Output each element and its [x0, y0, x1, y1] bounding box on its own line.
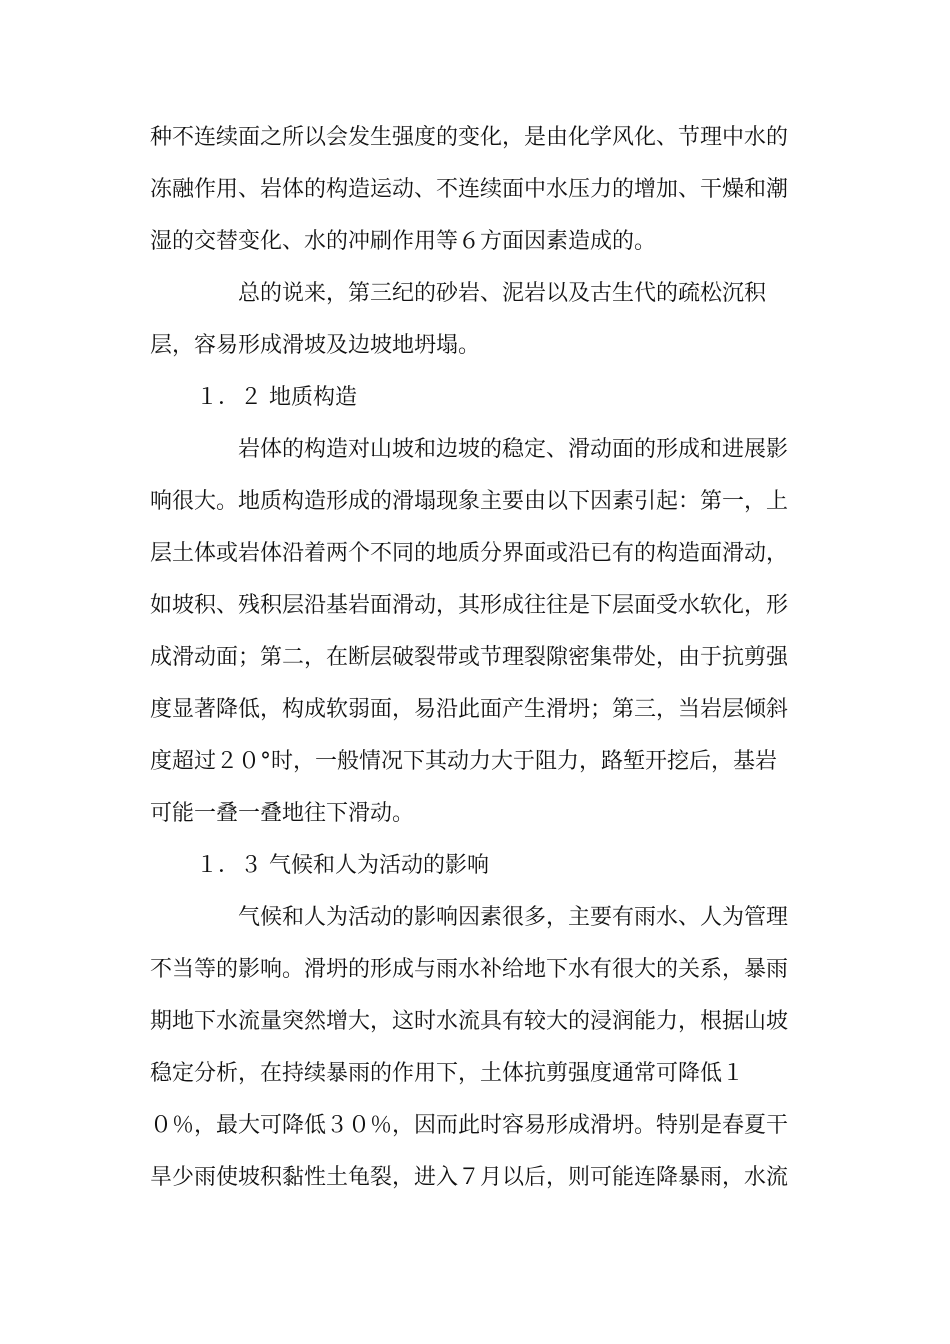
paragraph-line: 不当等的影响。滑坍的形成与雨水补给地下水有很大的关系，暴雨 [150, 957, 789, 982]
paragraph-line: ０％，最大可降低３０％，因而此时容易形成滑坍。特别是春夏干 [150, 1113, 789, 1138]
paragraph-line: 成滑动面；第二，在断层破裂带或节理裂隙密集带处，由于抗剪强 [150, 645, 789, 670]
paragraph-line: 期地下水流量突然增大，这时水流具有较大的浸润能力，根据山坡 [150, 1009, 789, 1034]
paragraph-line: 层土体或岩体沿着两个不同的地质分界面或沿已有的构造面滑动， [150, 541, 789, 566]
paragraph-line: 岩体的构造对山坡和边坡的稳定、滑动面的形成和进展影 [238, 437, 789, 462]
paragraph-line: 度超过２０°时，一般情况下其动力大于阻力，路堑开挖后，基岩 [150, 749, 778, 774]
section-heading: １．２ 地质构造 [196, 385, 357, 410]
paragraph-line: 响很大。地质构造形成的滑塌现象主要由以下因素引起：第一，上 [150, 489, 789, 514]
section-heading: １．３ 气候和人为活动的影响 [196, 853, 489, 878]
paragraph-line: 总的说来，第三纪的砂岩、泥岩以及古生代的疏松沉积 [238, 281, 767, 306]
paragraph-line: 气候和人为活动的影响因素很多，主要有雨水、人为管理 [238, 905, 789, 930]
paragraph-line: 稳定分析，在持续暴雨的作用下，土体抗剪强度通常可降低１ [150, 1061, 745, 1086]
paragraph-line: 层，容易形成滑坡及边坡地坍塌。 [150, 333, 481, 358]
paragraph-line: 旱少雨使坡积黏性土龟裂，进入７月以后，则可能连降暴雨，水流 [150, 1165, 789, 1190]
paragraph-line: 可能一叠一叠地往下滑动。 [150, 801, 415, 826]
paragraph-line: 冻融作用、岩体的构造运动、不连续面中水压力的增加、干燥和潮 [150, 177, 789, 202]
paragraph-line: 种不连续面之所以会发生强度的变化，是由化学风化、节理中水的 [150, 125, 789, 150]
paragraph-line: 如坡积、残积层沿基岩面滑动，其形成往往是下层面受水软化，形 [150, 593, 789, 618]
paragraph-line: 湿的交替变化、水的冲刷作用等６方面因素造成的。 [150, 229, 657, 254]
paragraph-line: 度显著降低，构成软弱面，易沿此面产生滑坍；第三，当岩层倾斜 [150, 697, 789, 722]
